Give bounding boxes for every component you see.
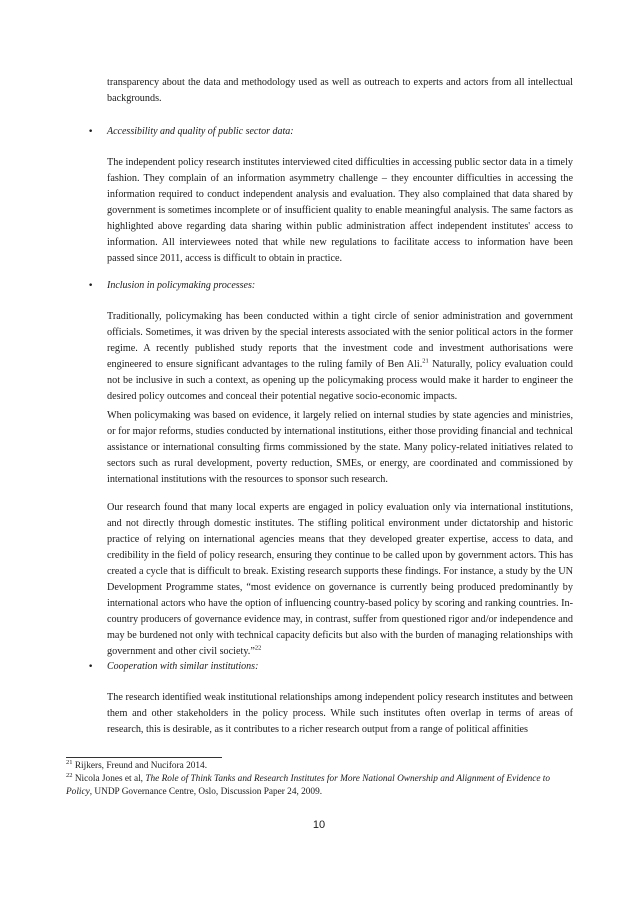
paragraph-text: Naturally, policy evaluation could not be inclusive in such a context, as opening up the policymaking process would make it harder to engineer the desired policy outcomes and conceal their potential negative socio-economic impacts. — [107, 359, 574, 402]
bullet-icon: • — [88, 662, 94, 672]
paragraph-text: Our research found that many local experts are engaged in policy evaluation only via international institutions, and not directly through domestic institutes. The stifling political environment under dictatorship and historic practice of relying on international agencies means that they developed greater expertise, access to data, and credibility in the field of policy research, ensuring they continue to be called upon by government actors. This has created a cycle that is difficult to break. Existing research supports these findings. For instance, a study by the UN Development Programme states, “most evidence on governance is currently being produced predominantly by international actors who have the option of influencing country-based policy by scoring and ranking countries. In-country producers of governance evidence may, in contrast, suffer from questioned rigor and/or independence and may be burdened not only with technical capacity deficits but also with the burden of managing relationships with government and other civil society.” — [107, 502, 573, 657]
footnote-publisher: , UNDP Governance Centre, Oslo, Discussion Paper 24, 2009. — [89, 787, 323, 797]
bullet-icon: • — [88, 281, 94, 291]
paragraph-inclusion-1 — [107, 309, 573, 405]
footnote-number: 21 — [66, 758, 73, 766]
paragraph-inclusion-3 — [107, 500, 573, 660]
footnote-21 — [66, 760, 576, 773]
footnote-ref-22[interactable]: 22 — [254, 644, 262, 652]
footnote-separator — [66, 757, 222, 758]
paragraph-cooperation: The research identified weak institutional relationships among independent policy research institutes and between them and other stakeholders in the policy process. While such institutes often overlap in terms of areas of research, this is desirable, as it contributes to a richer research output from a range of political affinities — [107, 692, 573, 735]
paragraph-text: Traditionally, policymaking has been conducted within a tight circle of senior administration and government officials. Sometimes, it was driven by the special interests associated with the senior political actors in the former regime. A recently published study reports that the investment code and investment authorisations were engineered to ensure significant advantages to the ruling family of Ben Ali. — [107, 311, 573, 370]
bullet-heading-accessibility: Accessibility and quality of public sector data: — [107, 126, 294, 137]
bullet-heading-cooperation: Cooperation with similar institutions: — [107, 661, 259, 672]
bullet-icon: • — [88, 127, 94, 137]
footnote-number: 22 — [66, 771, 73, 779]
footnote-title: The Role of Think Tanks and Research Institutes for More National Ownership and Alignment of Evidence to Policy — [66, 774, 551, 797]
footnote-author: Nicola Jones et al, — [74, 774, 146, 784]
footnote-text: Rijkers, Freund and Nucifora 2014. — [74, 761, 208, 771]
paragraph-inclusion-2: When policymaking was based on evidence, it largely relied on internal studies by state agencies and ministries, or for major reforms, studies conducted by international institutions, either those providing financial and technical assistance or international consulting firms commissioned by the state. Many policy-related initiatives related to sectors such as rural development, poverty reduction, SMEs, or energy, are coordinated and commissioned by international institutions with the resources to sponsor such research. — [107, 410, 573, 485]
bullet-heading-inclusion: Inclusion in policymaking processes: — [107, 280, 256, 291]
intro-continuation-paragraph: transparency about the data and methodology used as well as outreach to experts and actors from all intellectual backgrounds. — [107, 77, 573, 104]
page-number: 10 — [312, 819, 326, 831]
footnote-ref-21[interactable]: 21 — [422, 357, 429, 365]
paragraph-data-access: The independent policy research institutes interviewed cited difficulties in accessing public sector data in a timely fashion. They complain of an information asymmetry challenge – they encounter difficulties in accessing the information required to conduct independent analysis and evaluation. They also complained that data shared by government is sometimes incomplete or of insufficient quality to enable meaningful analysis. The same factors as highlighted above regarding data sharing within public administration affect independent institutes' access to information. All interviewees noted that while new regulations to facilitate access to information have been passed since 2011, access is difficult to obtain in practice. — [107, 157, 573, 264]
footnote-22 — [66, 773, 576, 799]
